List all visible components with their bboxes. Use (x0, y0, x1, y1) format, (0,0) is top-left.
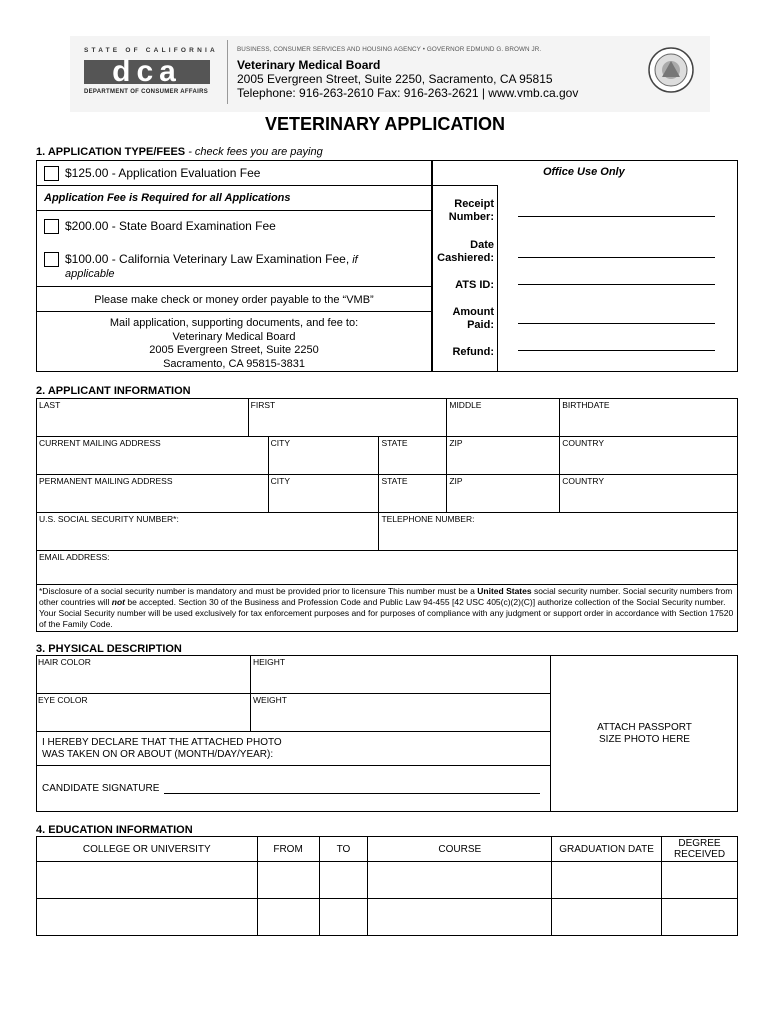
birthdate-field[interactable]: BIRTHDATE (560, 399, 738, 437)
photo-placeholder[interactable]: ATTACH PASSPORT SIZE PHOTO HERE (597, 722, 692, 745)
refund-label: Refund: (452, 346, 494, 358)
current-state-field[interactable]: STATE (379, 437, 447, 475)
department-label: DEPARTMENT OF CONSUMER AFFAIRS (84, 89, 208, 95)
last-name-field[interactable]: LAST (37, 399, 249, 437)
mail-line-4: Sacramento, CA 95815-3831 (163, 358, 305, 370)
fee-application-evaluation[interactable] (44, 166, 260, 181)
permanent-address-field[interactable]: PERMANENT MAILING ADDRESS (37, 475, 269, 513)
board-contact: Telephone: 916-263-2610 Fax: 916-263-2621 | www.vmb.ca.gov (237, 86, 579, 100)
ats-id-field[interactable] (518, 284, 715, 285)
svg-text:dca: dca (112, 56, 182, 86)
board-address: 2005 Evergreen Street, Suite 2250, Sacramento, CA 95815 (237, 72, 553, 86)
col-to: TO (319, 837, 368, 862)
col-degree: DEGREE RECEIVED (662, 837, 738, 862)
fee-required-note: Application Fee is Required for all Applications (44, 192, 291, 204)
col-course: COURSE (368, 837, 552, 862)
permanent-city-field[interactable]: CITY (268, 475, 379, 513)
current-zip-field[interactable]: ZIP (447, 437, 560, 475)
fee3-suffix: if (349, 254, 358, 266)
height-field[interactable]: HEIGHT (253, 657, 286, 667)
permanent-state-field[interactable]: STATE (379, 475, 447, 513)
receipt-number-field[interactable] (518, 216, 715, 217)
header-divider (227, 40, 228, 104)
agency-line: BUSINESS, CONSUMER SERVICES AND HOUSING AGENCY • GOVERNOR EDMUND G. BROWN JR. (237, 46, 542, 53)
col-graduation-date: GRADUATION DATE (552, 837, 662, 862)
ssn-disclosure-note: *Disclosure of a social security number is mandatory and must be provided prior to licensure This number must be a United States social security number. Social security numbers from other countries will not be accepted. Section 30 of the Business and Profession Code and Public Law 94-455 [42 USC 405(c)(2)(C)] authorize collection of the Social Security number. Your Social Security number will be used exclusively for tax enforcement purposes and for purposes of compliance with any judgment or support order in accordance with Section 17520 of the Family Code. (37, 585, 738, 632)
hair-color-field[interactable]: HAIR COLOR (38, 657, 91, 667)
fee-state-board-exam[interactable] (44, 219, 276, 234)
candidate-signature-field[interactable] (164, 793, 540, 794)
fee2-checkbox[interactable] (44, 219, 59, 234)
telephone-field[interactable]: TELEPHONE NUMBER: (379, 513, 738, 551)
eye-color-field[interactable]: EYE COLOR (38, 695, 88, 705)
mail-line-3: 2005 Evergreen Street, Suite 2250 (149, 344, 319, 356)
email-field[interactable]: EMAIL ADDRESS: (37, 551, 738, 585)
education-table (36, 836, 738, 936)
dca-logo (84, 56, 212, 91)
col-from: FROM (257, 837, 319, 862)
refund-field[interactable] (518, 350, 715, 351)
amount-paid-field[interactable] (518, 323, 715, 324)
current-country-field[interactable]: COUNTRY (560, 437, 738, 475)
current-city-field[interactable]: CITY (268, 437, 379, 475)
col-college: COLLEGE OR UNIVERSITY (37, 837, 258, 862)
photo-date-declaration[interactable]: I HEREBY DECLARE THAT THE ATTACHED PHOTO WAS TAKEN ON OR ABOUT (MONTH/DAY/YEAR): (42, 737, 282, 760)
permanent-zip-field[interactable]: ZIP (447, 475, 560, 513)
section1-note: - check fees you are paying (185, 146, 323, 158)
date-cashiered-label: Date Cashiered: (437, 239, 494, 264)
fee1-checkbox[interactable] (44, 166, 59, 181)
section4-heading: 4. EDUCATION INFORMATION (36, 824, 193, 836)
fee3-label: $100.00 - California Veterinary Law Examination Fee, (65, 252, 350, 266)
section1-title: 1. APPLICATION TYPE/FEES (36, 146, 186, 158)
permanent-country-field[interactable]: COUNTRY (560, 475, 738, 513)
office-use-title: Office Use Only (543, 166, 625, 178)
fee-law-exam[interactable] (44, 252, 358, 267)
weight-field[interactable]: WEIGHT (253, 695, 287, 705)
section2-heading: 2. APPLICANT INFORMATION (36, 385, 191, 397)
fee3-applicable: applicable (65, 268, 115, 280)
mail-line-1: Mail application, supporting documents, and fee to: (109, 317, 359, 329)
receipt-number-label: Receipt Number: (448, 198, 494, 223)
state-of-california-label: STATE OF CALIFORNIA (84, 47, 218, 54)
fee1-label: $125.00 - Application Evaluation Fee (65, 166, 261, 180)
ssn-field[interactable]: U.S. SOCIAL SECURITY NUMBER*: (37, 513, 379, 551)
education-row[interactable] (37, 899, 738, 936)
ats-id-label: ATS ID: (455, 279, 494, 291)
board-name: Veterinary Medical Board (237, 58, 381, 72)
fee2-label: $200.00 - State Board Examination Fee (65, 219, 276, 233)
fee3-checkbox[interactable] (44, 252, 59, 267)
middle-name-field[interactable]: MIDDLE (447, 399, 560, 437)
amount-paid-label: Amount Paid: (452, 306, 494, 331)
mail-line-2: Veterinary Medical Board (172, 331, 296, 343)
date-cashiered-field[interactable] (518, 257, 715, 258)
section3-heading: 3. PHYSICAL DESCRIPTION (36, 643, 182, 655)
current-address-field[interactable]: CURRENT MAILING ADDRESS (37, 437, 269, 475)
first-name-field[interactable]: FIRST (248, 399, 447, 437)
payable-note: Please make check or money order payable to the “VMB” (94, 294, 374, 306)
education-row[interactable] (37, 862, 738, 899)
state-seal-icon (648, 47, 694, 98)
applicant-info-table (36, 398, 738, 632)
section1-heading (36, 146, 323, 158)
candidate-signature-label: CANDIDATE SIGNATURE (42, 783, 160, 794)
page-title: VETERINARY APPLICATION (264, 114, 506, 134)
